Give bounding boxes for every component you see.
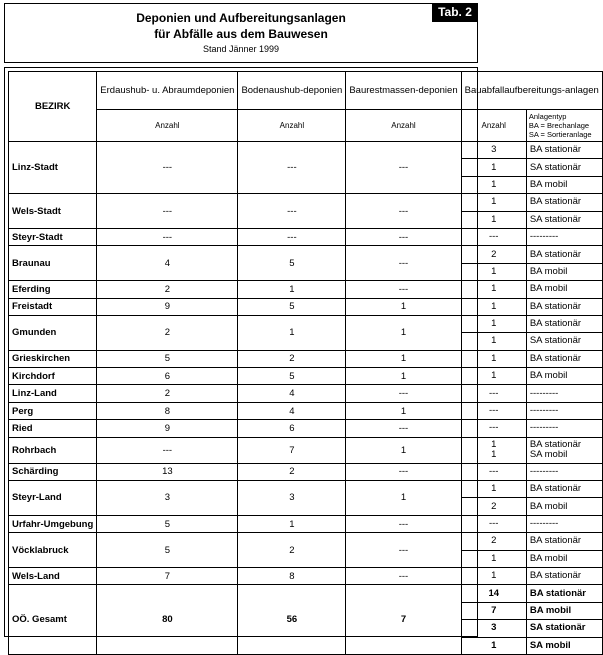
legend-line: Anlagentyp bbox=[528, 112, 567, 121]
bodenaushub-count: --- bbox=[238, 142, 346, 194]
bodenaushub-count: 4 bbox=[238, 402, 346, 419]
bezirk-name: Perg bbox=[9, 402, 97, 419]
anlagen-type: BA stationär bbox=[526, 567, 602, 584]
column-header-bauabfall: Bauabfallaufbereitungs-anlagen bbox=[461, 72, 602, 110]
legend-line: BA = Brechanlage bbox=[528, 121, 590, 130]
anlagen-type: --------- bbox=[526, 402, 602, 419]
data-table bbox=[8, 71, 603, 655]
bezirk-name: Schärding bbox=[9, 463, 97, 480]
subheader-anzahl: Anzahl bbox=[461, 110, 526, 142]
baurestmassen-count: --- bbox=[346, 194, 461, 229]
erdaushub-count: --- bbox=[97, 437, 238, 463]
bodenaushub-count: 4 bbox=[238, 385, 346, 402]
anlagen-count: 1 bbox=[461, 315, 526, 332]
erdaushub-count: 9 bbox=[97, 298, 238, 315]
anlagen-type: BA mobil bbox=[526, 176, 602, 193]
anlagen-count: --- bbox=[461, 228, 526, 245]
table-row bbox=[9, 350, 603, 367]
bezirk-name: Vöcklabruck bbox=[9, 533, 97, 568]
anlagen-type: SA mobil bbox=[526, 637, 602, 654]
anlagen-type: --------- bbox=[526, 228, 602, 245]
baurestmassen-count: --- bbox=[346, 420, 461, 437]
table-row bbox=[9, 533, 603, 550]
erdaushub-count: 8 bbox=[97, 402, 238, 419]
anlagen-count: 1 bbox=[461, 194, 526, 211]
table-row bbox=[9, 228, 603, 245]
baurestmassen-count: 1 bbox=[346, 368, 461, 385]
baurestmassen-count: --- bbox=[346, 515, 461, 532]
erdaushub-count: --- bbox=[97, 194, 238, 229]
bezirk-name: Eferding bbox=[9, 281, 97, 298]
baurestmassen-count: 1 bbox=[346, 437, 461, 463]
baurestmassen-count: --- bbox=[346, 228, 461, 245]
bezirk-name: Steyr-Stadt bbox=[9, 228, 97, 245]
bodenaushub-count: 56 bbox=[238, 585, 346, 655]
anlagen-count: --- bbox=[461, 463, 526, 480]
bezirk-name: Braunau bbox=[9, 246, 97, 281]
erdaushub-count: 80 bbox=[97, 585, 238, 655]
table-row bbox=[9, 481, 603, 498]
table-row bbox=[9, 142, 603, 159]
baurestmassen-count: 1 bbox=[346, 298, 461, 315]
anlagen-count: 1 bbox=[461, 159, 526, 176]
table-row bbox=[9, 463, 603, 480]
anlagen-type: SA stationär bbox=[526, 620, 602, 637]
anlagen-count: 1 bbox=[461, 368, 526, 385]
anlagen-type: BA stationär bbox=[526, 315, 602, 332]
anlagen-type: BA stationär bbox=[526, 298, 602, 315]
table-row bbox=[9, 437, 603, 463]
table-row bbox=[9, 385, 603, 402]
anlagen-type: BA mobil bbox=[526, 263, 602, 280]
title-line-1: Deponien und Aufbereitungsanlagen bbox=[136, 11, 346, 25]
erdaushub-count: 6 bbox=[97, 368, 238, 385]
table-row bbox=[9, 315, 603, 332]
baurestmassen-count: --- bbox=[346, 533, 461, 568]
baurestmassen-count: --- bbox=[346, 463, 461, 480]
column-header-bodenaushub: Bodenaushub-deponien bbox=[238, 72, 346, 110]
date-subtitle: Stand Jänner 1999 bbox=[202, 44, 280, 54]
table-row bbox=[9, 246, 603, 263]
erdaushub-count: 2 bbox=[97, 281, 238, 298]
baurestmassen-count: --- bbox=[346, 567, 461, 584]
bezirk-name: Linz-Stadt bbox=[9, 142, 97, 194]
erdaushub-count: 4 bbox=[97, 246, 238, 281]
anlagen-count: 2 bbox=[461, 498, 526, 515]
table-row bbox=[9, 368, 603, 385]
bezirk-name: Kirchdorf bbox=[9, 368, 97, 385]
anlagen-type: BA stationär bbox=[526, 533, 602, 550]
baurestmassen-count: --- bbox=[346, 246, 461, 281]
anlagen-type: BA stationär bbox=[526, 142, 602, 159]
table-row bbox=[9, 194, 603, 211]
anlagen-count: 1 bbox=[461, 567, 526, 584]
table-row bbox=[9, 281, 603, 298]
table-row bbox=[9, 567, 603, 584]
bodenaushub-count: --- bbox=[238, 194, 346, 229]
anlagen-count: 1 bbox=[461, 550, 526, 567]
bodenaushub-count: 2 bbox=[238, 533, 346, 568]
data-table-frame bbox=[4, 67, 599, 651]
bezirk-name: Gmunden bbox=[9, 315, 97, 350]
baurestmassen-count: 1 bbox=[346, 481, 461, 516]
bodenaushub-count: 5 bbox=[238, 246, 346, 281]
baurestmassen-count: --- bbox=[346, 385, 461, 402]
bezirk-name: Rohrbach bbox=[9, 437, 97, 463]
anlagen-count: --- bbox=[461, 515, 526, 532]
bezirk-name: OÖ. Gesamt bbox=[9, 585, 97, 655]
anlagen-count: 1 bbox=[461, 176, 526, 193]
anlagen-type: BA mobil bbox=[526, 281, 602, 298]
bezirk-name: Wels-Stadt bbox=[9, 194, 97, 229]
anlagen-type: BA mobil bbox=[526, 550, 602, 567]
table-row bbox=[9, 420, 603, 437]
anlagen-type: BA stationär bbox=[526, 350, 602, 367]
anlagen-type: BA mobil bbox=[526, 602, 602, 619]
bezirk-name: Ried bbox=[9, 420, 97, 437]
bodenaushub-count: 2 bbox=[238, 463, 346, 480]
erdaushub-count: 9 bbox=[97, 420, 238, 437]
baurestmassen-count: 7 bbox=[346, 585, 461, 655]
anlagen-count: 1 bbox=[461, 211, 526, 228]
baurestmassen-count: 1 bbox=[346, 350, 461, 367]
baurestmassen-count: --- bbox=[346, 142, 461, 194]
column-header-bezirk: BEZIRK bbox=[9, 72, 97, 142]
bezirk-name: Urfahr-Umgebung bbox=[9, 515, 97, 532]
anlagen-count: --- bbox=[461, 385, 526, 402]
erdaushub-count: 2 bbox=[97, 385, 238, 402]
anlagen-type: --------- bbox=[526, 515, 602, 532]
subheader-anzahl: Anzahl bbox=[238, 110, 346, 142]
anlagen-type: BA mobil bbox=[526, 368, 602, 385]
anlagen-count: 1 bbox=[461, 350, 526, 367]
anlagen-type: --------- bbox=[526, 463, 602, 480]
anlagen-type: --------- bbox=[526, 420, 602, 437]
anlagen-type: SA stationär bbox=[526, 211, 602, 228]
title-line-2: für Abfälle aus dem Bauwesen bbox=[154, 27, 328, 41]
column-header-erdaushub: Erdaushub- u. Abraumdeponien bbox=[97, 72, 238, 110]
anlagen-type: BA stationär bbox=[526, 246, 602, 263]
table-row bbox=[9, 298, 603, 315]
anlagentyp-legend bbox=[526, 110, 602, 142]
table-row bbox=[9, 515, 603, 532]
subheader-anzahl: Anzahl bbox=[346, 110, 461, 142]
erdaushub-count: 13 bbox=[97, 463, 238, 480]
anlagen-type: BA mobil bbox=[526, 498, 602, 515]
erdaushub-count: 3 bbox=[97, 481, 238, 516]
anlagen-count: --- bbox=[461, 420, 526, 437]
erdaushub-count: 5 bbox=[97, 533, 238, 568]
column-header-baurestmassen: Baurestmassen-deponien bbox=[346, 72, 461, 110]
bezirk-name: Wels-Land bbox=[9, 567, 97, 584]
baurestmassen-count: 1 bbox=[346, 315, 461, 350]
bezirk-name: Steyr-Land bbox=[9, 481, 97, 516]
erdaushub-count: --- bbox=[97, 142, 238, 194]
erdaushub-count: 7 bbox=[97, 567, 238, 584]
bodenaushub-count: 1 bbox=[238, 515, 346, 532]
anlagen-count: --- bbox=[461, 402, 526, 419]
anlagen-type: BA stationär bbox=[526, 194, 602, 211]
baurestmassen-count: 1 bbox=[346, 402, 461, 419]
anlagen-count: 1 1 bbox=[461, 437, 526, 463]
bezirk-name: Grieskirchen bbox=[9, 350, 97, 367]
anlagen-count: 7 bbox=[461, 602, 526, 619]
anlagen-count: 2 bbox=[461, 246, 526, 263]
subheader-anzahl: Anzahl bbox=[97, 110, 238, 142]
anlagen-count: 14 bbox=[461, 585, 526, 602]
table-number-badge: Tab. 2 bbox=[432, 3, 478, 22]
bezirk-name: Freistadt bbox=[9, 298, 97, 315]
erdaushub-count: --- bbox=[97, 228, 238, 245]
erdaushub-count: 5 bbox=[97, 515, 238, 532]
anlagen-count: 3 bbox=[461, 142, 526, 159]
erdaushub-count: 5 bbox=[97, 350, 238, 367]
bodenaushub-count: 3 bbox=[238, 481, 346, 516]
anlagen-count: 1 bbox=[461, 281, 526, 298]
anlagen-type: --------- bbox=[526, 385, 602, 402]
anlagen-type: BA stationär SA mobil bbox=[526, 437, 602, 463]
bodenaushub-count: 5 bbox=[238, 298, 346, 315]
baurestmassen-count: --- bbox=[346, 281, 461, 298]
anlagen-type: BA stationär bbox=[526, 585, 602, 602]
bodenaushub-count: 1 bbox=[238, 315, 346, 350]
anlagen-type: SA stationär bbox=[526, 333, 602, 350]
bezirk-name: Linz-Land bbox=[9, 385, 97, 402]
anlagen-count: 1 bbox=[461, 298, 526, 315]
table-row bbox=[9, 585, 603, 602]
anlagen-count: 1 bbox=[461, 637, 526, 654]
table-row bbox=[9, 402, 603, 419]
bodenaushub-count: 5 bbox=[238, 368, 346, 385]
anlagen-type: BA stationär bbox=[526, 481, 602, 498]
bodenaushub-count: 6 bbox=[238, 420, 346, 437]
anlagen-count: 1 bbox=[461, 333, 526, 350]
bodenaushub-count: --- bbox=[238, 228, 346, 245]
anlagen-count: 2 bbox=[461, 533, 526, 550]
table-header-box bbox=[4, 3, 478, 63]
erdaushub-count: 2 bbox=[97, 315, 238, 350]
anlagen-count: 1 bbox=[461, 481, 526, 498]
anlagen-type: SA stationär bbox=[526, 159, 602, 176]
bodenaushub-count: 8 bbox=[238, 567, 346, 584]
bodenaushub-count: 7 bbox=[238, 437, 346, 463]
legend-line: SA = Sortieranlage bbox=[528, 130, 592, 139]
anlagen-count: 3 bbox=[461, 620, 526, 637]
anlagen-count: 1 bbox=[461, 263, 526, 280]
bodenaushub-count: 2 bbox=[238, 350, 346, 367]
bodenaushub-count: 1 bbox=[238, 281, 346, 298]
